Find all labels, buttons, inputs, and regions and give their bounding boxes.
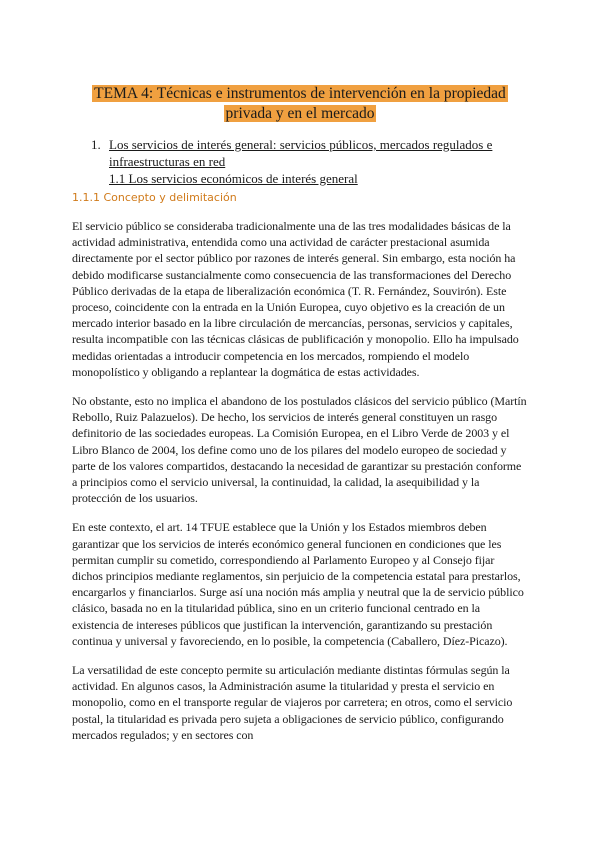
toc-subitem[interactable]: 1.1 Los servicios económicos de interés general <box>109 171 358 186</box>
document-title <box>72 84 528 124</box>
toc-item[interactable]: Los servicios de interés general: servicios públicos, mercados regulados e infraestructuras en red <box>109 137 493 169</box>
body-text <box>72 218 528 756</box>
title-line-1: TEMA 4: Técnicas e instrumentos de intervención en la propiedad <box>94 85 506 102</box>
paragraph-1: El servicio público se consideraba tradicionalmente una de las tres modalidades básicas de la actividad administrativa, entendida como una actividad de carácter prestacional asumida directamente por el sector público por razones de interés general. Sin embargo, esta noción ha debido modificarse sustancialmente como consecuencia de las transformaciones del Derecho Público derivadas de la etapa de liberalización económica (T. R. Fernández, Souvirón). Este proceso, coincidente con la entrada en la Unión Europea, cuyo objetivo es la creación de un mercado interior basado en la libre circulación de mercancías, personas, servicios y capitales, resulta incompatible con las técnicas clásicas de publificación y monopolio. Ello ha impulsado medidas orientadas a introducir competencia en los mercados, rompiendo el modelo monopolístico y obligando a replantear la dogmática de estas actividades. <box>72 219 519 379</box>
paragraph-4: La versatilidad de este concepto permite su articulación mediante distintas fórmulas según la actividad. En algunos casos, la Administración asume la titularidad y presta el servicio en monopolio, como en el transporte regular de viajeros por carretera; en otros, como el servicio postal, la titularidad es privada pero sujeta a obligaciones de servicio público, configurando mercados regulados; y en sectores con <box>72 663 513 742</box>
toc-number: 1. <box>91 137 101 152</box>
table-of-contents <box>91 136 531 187</box>
title-line-2: privada y en el mercado <box>225 105 375 122</box>
paragraph-2: No obstante, esto no implica el abandono de los postulados clásicos del servicio público (Martín Rebollo, Ruiz Palazuelos). De hecho, los servicios de interés general constituyen un rasgo definitorio de las sociedades europeas. La Comisión Europea, en el Libro Verde de 2003 y el Libro Blanco de 2004, los define como uno de los pilares del modelo europeo de sociedad y parte de los valores compartidos, destacando la necesidad de garantizar su prestación conforme a principios como el servicio universal, la continuidad, la calidad, la asequibilidad y la protección de los usuarios. <box>72 394 527 506</box>
paragraph-3: En este contexto, el art. 14 TFUE establece que la Unión y los Estados miembros deben garantizar que los servicios de interés económico general funcionen en condiciones que les permitan cumplir su cometido, correspondiendo al Parlamento Europeo y al Consejo fijar dichos principios mediante reglamentos, sin perjuicio de la competencia estatal para prestarlos, encargarlos y financiarlos. Surge así una noción más amplia y neutral que la de servicio público clásico, basada no en la titularidad pública, sino en un criterio funcional centrado en la existencia de intereses públicos que justifican la intervención, garantizando su prestación continua y universal y favoreciendo, en lo posible, la competencia (Caballero, Díez-Picazo). <box>72 520 524 648</box>
section-heading: 1.1.1 Concepto y delimitación <box>72 191 237 204</box>
